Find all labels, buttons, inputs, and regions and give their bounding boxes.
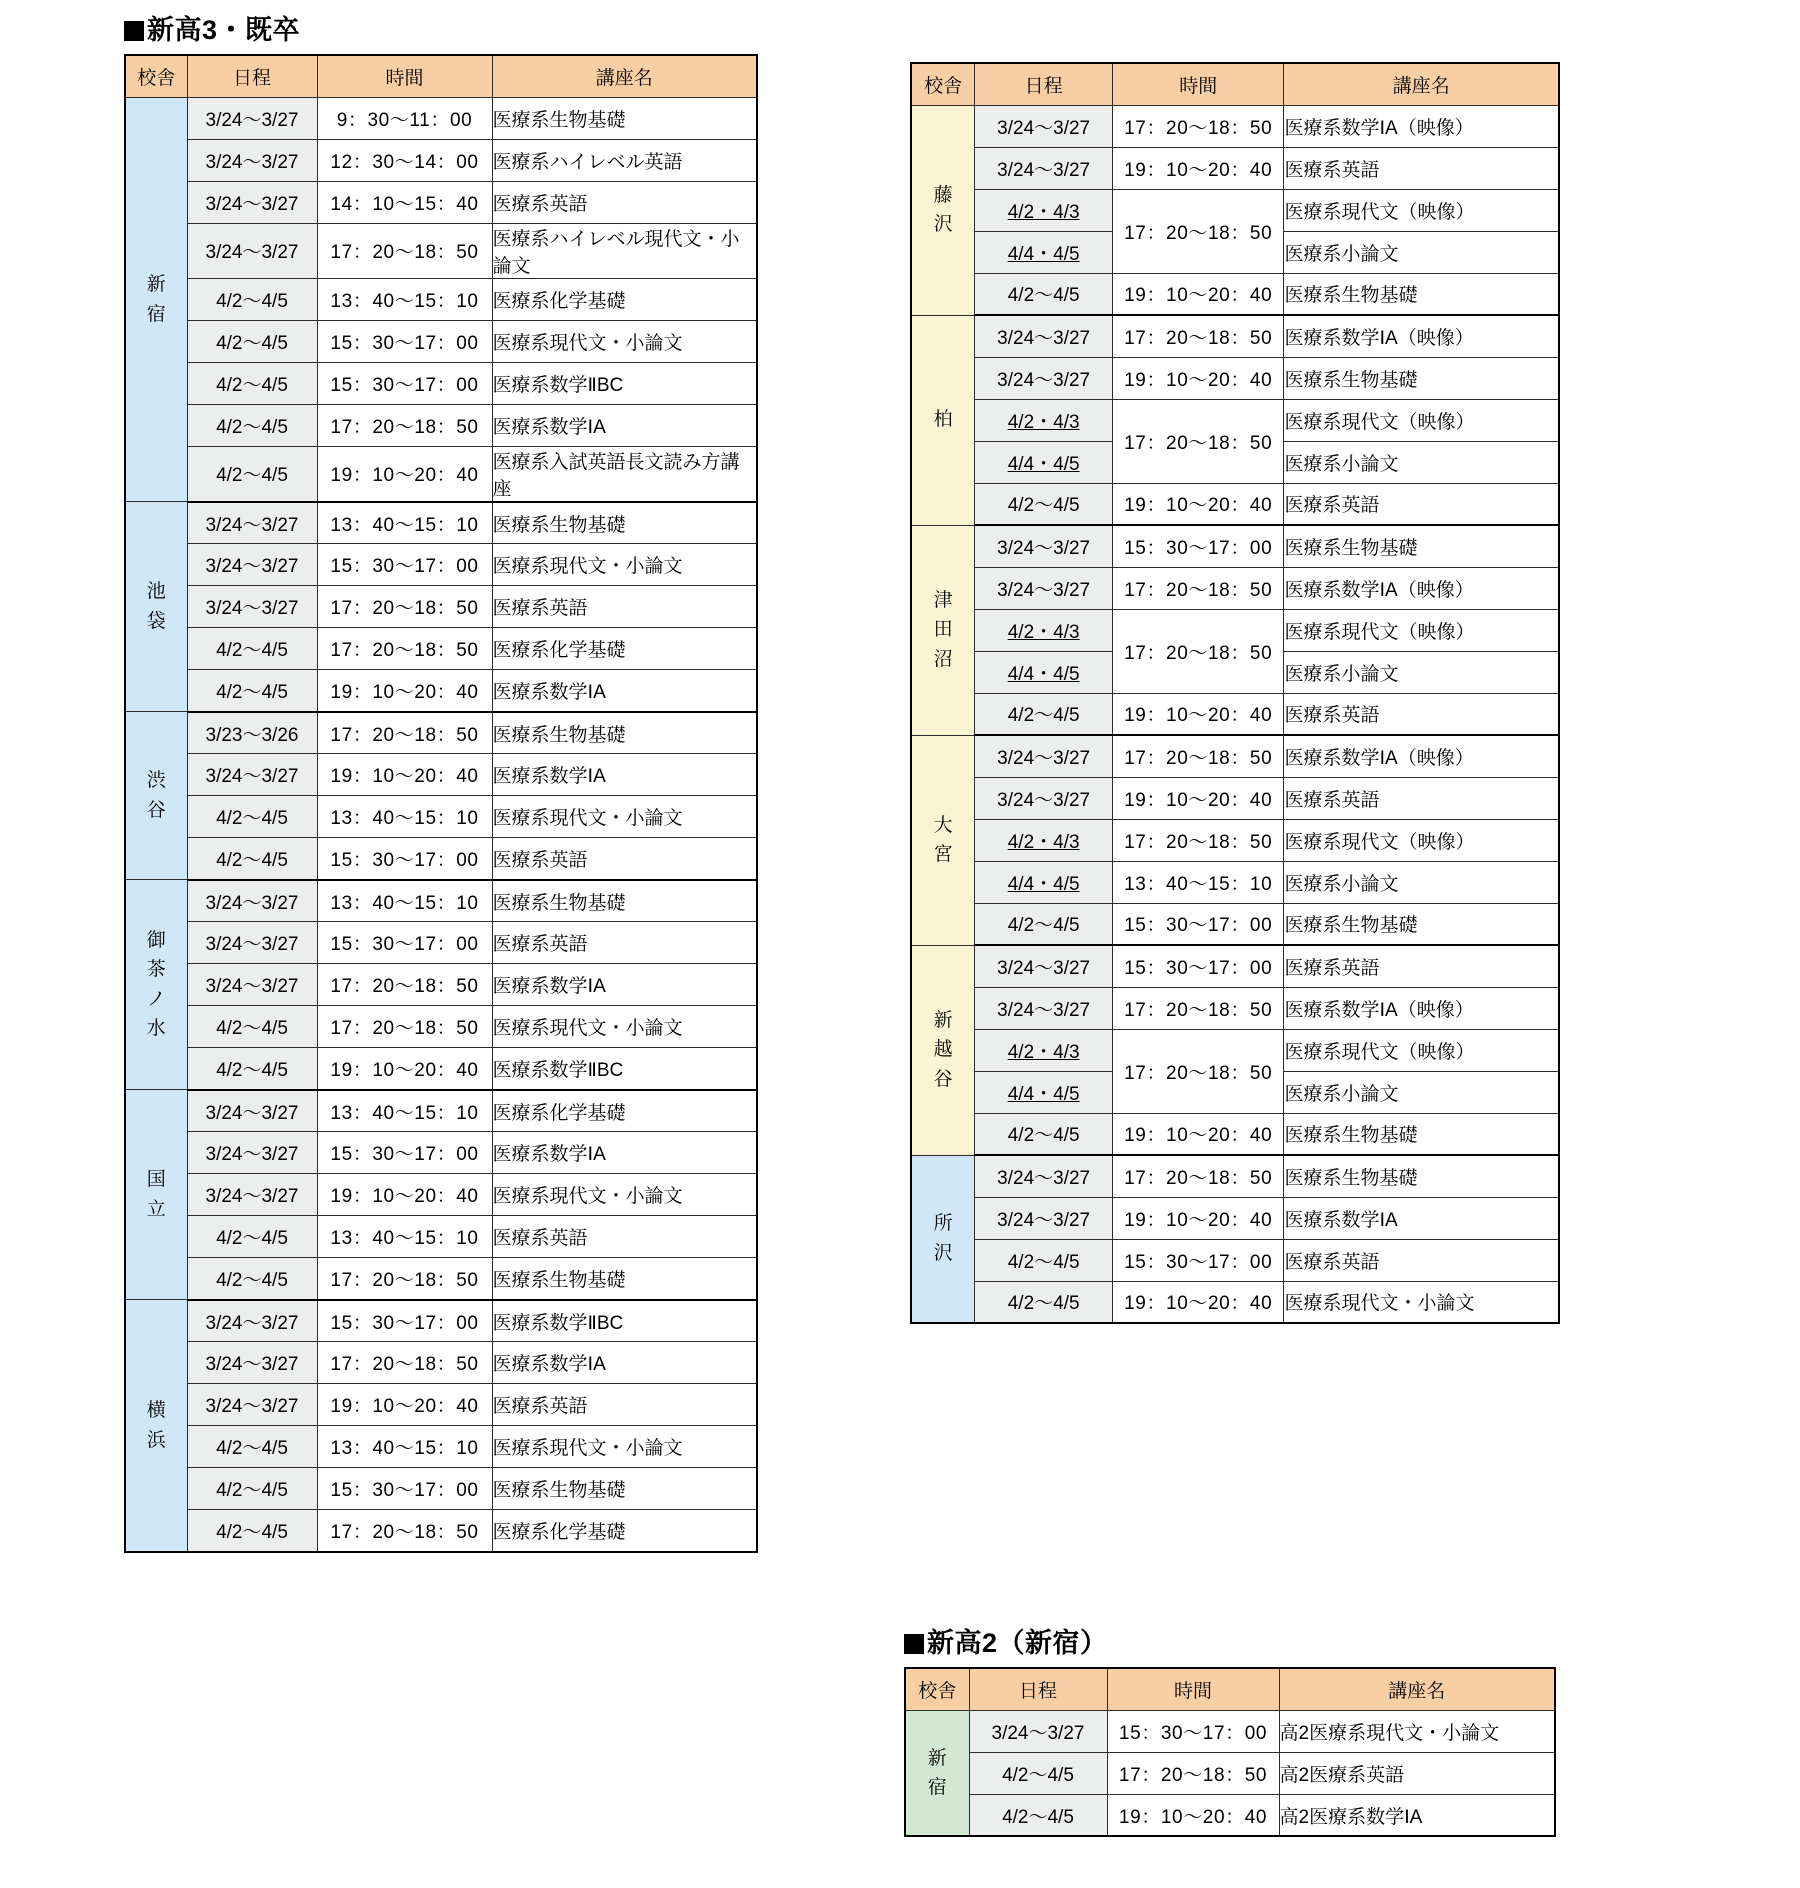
- date-cell: 3/24〜3/27: [187, 223, 317, 278]
- time-cell: 19：10〜20：40: [1112, 483, 1283, 525]
- table-row: [125, 278, 757, 320]
- table-row: [125, 362, 757, 404]
- date-cell: 4/2〜4/5: [187, 1006, 317, 1048]
- date-cell: 4/4・4/5: [975, 231, 1113, 273]
- date-cell: 4/2〜4/5: [187, 796, 317, 838]
- schedule-table-shinko3-left: [124, 54, 758, 1553]
- date-cell: 3/24〜3/27: [187, 139, 317, 181]
- course-cell: 医療系数学ⅠA: [492, 1342, 757, 1384]
- course-cell: 医療系英語: [1284, 1239, 1559, 1281]
- date-cell: 4/2〜4/5: [975, 903, 1113, 945]
- course-cell: 医療系数学ⅠA: [492, 670, 757, 712]
- time-cell: 19：10〜20：40: [317, 670, 492, 712]
- course-cell: 医療系化学基礎: [492, 628, 757, 670]
- campus-cell: 国 立: [125, 1090, 187, 1300]
- column-header-time: 時間: [1107, 1668, 1279, 1710]
- table-row: [911, 1029, 1559, 1071]
- campus-cell: 所 沢: [911, 1155, 975, 1323]
- time-cell: 19：10〜20：40: [1112, 357, 1283, 399]
- course-cell: 医療系化学基礎: [492, 1510, 757, 1552]
- time-cell: 13：40〜15：10: [317, 796, 492, 838]
- course-cell: 医療系生物基礎: [1284, 903, 1559, 945]
- time-cell: 17：20〜18：50: [1112, 315, 1283, 357]
- table-row: [911, 693, 1559, 735]
- course-cell: 医療系数学ⅡBC: [492, 1300, 757, 1342]
- time-cell: 17：20〜18：50: [317, 1342, 492, 1384]
- course-cell: 医療系小論文: [1284, 231, 1559, 273]
- time-cell: 19：10〜20：40: [1112, 1113, 1283, 1155]
- time-cell: 14：10〜15：40: [317, 181, 492, 223]
- table-row: [125, 922, 757, 964]
- course-cell: 医療系英語: [492, 181, 757, 223]
- section-title-shinko2: [904, 1627, 1560, 1659]
- course-cell: 高2医療系現代文・小論文: [1279, 1710, 1555, 1752]
- table-row: [125, 1216, 757, 1258]
- date-cell: 3/24〜3/27: [187, 544, 317, 586]
- table-row: [125, 1006, 757, 1048]
- table-row: [911, 147, 1559, 189]
- time-cell: 17：20〜18：50: [317, 1006, 492, 1048]
- right-column-shinko2: [904, 1627, 1560, 1837]
- date-cell: 4/2〜4/5: [975, 273, 1113, 315]
- date-cell: 3/23〜3/26: [187, 712, 317, 754]
- time-cell: 17：20〜18：50: [1112, 1155, 1283, 1197]
- table-row: [125, 1384, 757, 1426]
- schedule-table-shinko2: [904, 1667, 1556, 1837]
- date-cell: 3/24〜3/27: [187, 1090, 317, 1132]
- table-row: [911, 525, 1559, 567]
- date-cell: 4/2・4/3: [975, 1029, 1113, 1071]
- table-row: [125, 628, 757, 670]
- date-cell: 3/24〜3/27: [187, 922, 317, 964]
- time-cell: 19：10〜20：40: [1112, 1197, 1283, 1239]
- date-cell: 3/24〜3/27: [975, 1197, 1113, 1239]
- course-cell: 医療系英語: [1284, 693, 1559, 735]
- section-title-text: 新高2（新宿）: [927, 1628, 1108, 1658]
- table-body-shinko2: [905, 1710, 1555, 1836]
- table-row: [125, 320, 757, 362]
- column-header-time: 時間: [317, 55, 492, 97]
- column-header-course: 講座名: [1284, 63, 1559, 105]
- date-cell: 4/2〜4/5: [187, 320, 317, 362]
- course-cell: 医療系数学ⅠA: [1284, 1197, 1559, 1239]
- time-cell: 17：20〜18：50: [317, 712, 492, 754]
- date-cell: 3/24〜3/27: [187, 1342, 317, 1384]
- time-cell: 17：20〜18：50: [1112, 399, 1283, 483]
- date-cell: 4/2・4/3: [975, 189, 1113, 231]
- time-cell: 17：20〜18：50: [317, 223, 492, 278]
- date-cell: 4/2〜4/5: [187, 278, 317, 320]
- table-row: [125, 754, 757, 796]
- time-cell: 19：10〜20：40: [1112, 147, 1283, 189]
- time-cell: 19：10〜20：40: [1112, 1281, 1283, 1323]
- table-header-row: [911, 63, 1559, 105]
- table-row: [911, 567, 1559, 609]
- date-cell: 4/2〜4/5: [187, 1216, 317, 1258]
- table-row: [911, 1239, 1559, 1281]
- course-cell: 医療系数学ⅠA: [492, 964, 757, 1006]
- date-cell: 4/2〜4/5: [187, 1048, 317, 1090]
- campus-cell: 大 宮: [911, 735, 975, 945]
- table-row: [125, 712, 757, 754]
- course-cell: 医療系英語: [492, 1384, 757, 1426]
- campus-cell: 新 宿: [905, 1710, 969, 1836]
- date-cell: 4/2〜4/5: [975, 1113, 1113, 1155]
- course-cell: 医療系数学ⅡBC: [492, 362, 757, 404]
- table-row: [125, 181, 757, 223]
- time-cell: 15：30〜17：00: [317, 1468, 492, 1510]
- course-cell: 医療系現代文・小論文: [492, 1174, 757, 1216]
- column-header-course: 講座名: [492, 55, 757, 97]
- campus-cell: 御 茶 ノ 水: [125, 880, 187, 1090]
- table-row: [911, 1197, 1559, 1239]
- table-row: [911, 735, 1559, 777]
- time-cell: 17：20〜18：50: [317, 586, 492, 628]
- table-row: [125, 139, 757, 181]
- date-cell: 4/4・4/5: [975, 651, 1113, 693]
- date-cell: 3/24〜3/27: [975, 315, 1113, 357]
- bullet-square-icon: [124, 21, 144, 41]
- campus-cell: 横 浜: [125, 1300, 187, 1552]
- schedule-table-shinko3-right: [910, 62, 1560, 1324]
- course-cell: 医療系英語: [492, 838, 757, 880]
- time-cell: 19：10〜20：40: [317, 1384, 492, 1426]
- table-row: [911, 189, 1559, 231]
- course-cell: 医療系生物基礎: [1284, 525, 1559, 567]
- time-cell: 15：30〜17：00: [1112, 1239, 1283, 1281]
- column-header-date: 日程: [975, 63, 1113, 105]
- course-cell: 医療系入試英語長文読み方講座: [492, 446, 757, 502]
- date-cell: 3/24〜3/27: [187, 880, 317, 922]
- time-cell: 17：20〜18：50: [1112, 987, 1283, 1029]
- time-cell: 19：10〜20：40: [317, 1174, 492, 1216]
- column-header-time: 時間: [1112, 63, 1283, 105]
- course-cell: 医療系生物基礎: [492, 1468, 757, 1510]
- table-row: [125, 223, 757, 278]
- course-cell: 医療系小論文: [1284, 651, 1559, 693]
- course-cell: 医療系小論文: [1284, 861, 1559, 903]
- date-cell: 4/2〜4/5: [187, 1258, 317, 1300]
- time-cell: 17：20〜18：50: [1112, 105, 1283, 147]
- date-cell: 4/2〜4/5: [969, 1794, 1107, 1836]
- date-cell: 3/24〜3/27: [975, 105, 1113, 147]
- time-cell: 19：10〜20：40: [1112, 693, 1283, 735]
- date-cell: 3/24〜3/27: [975, 777, 1113, 819]
- course-cell: 高2医療系数学ⅠA: [1279, 1794, 1555, 1836]
- time-cell: 12：30〜14：00: [317, 139, 492, 181]
- course-cell: 医療系生物基礎: [492, 880, 757, 922]
- time-cell: 19：10〜20：40: [317, 754, 492, 796]
- course-cell: 医療系英語: [492, 922, 757, 964]
- course-cell: 医療系数学ⅠA（映像）: [1284, 987, 1559, 1029]
- time-cell: 13：40〜15：10: [317, 880, 492, 922]
- date-cell: 4/4・4/5: [975, 861, 1113, 903]
- table-row: [911, 861, 1559, 903]
- date-cell: 3/24〜3/27: [187, 964, 317, 1006]
- time-cell: 17：20〜18：50: [317, 964, 492, 1006]
- table-row: [911, 903, 1559, 945]
- time-cell: 15：30〜17：00: [1107, 1710, 1279, 1752]
- table-row: [125, 446, 757, 502]
- table-row: [911, 483, 1559, 525]
- campus-cell: 藤 沢: [911, 105, 975, 315]
- course-cell: 医療系数学ⅠA: [492, 1132, 757, 1174]
- table-row: [911, 1281, 1559, 1323]
- time-cell: 15：30〜17：00: [317, 922, 492, 964]
- course-cell: 医療系生物基礎: [1284, 357, 1559, 399]
- time-cell: 17：20〜18：50: [1112, 567, 1283, 609]
- date-cell: 4/4・4/5: [975, 441, 1113, 483]
- date-cell: 3/24〜3/27: [187, 1384, 317, 1426]
- date-cell: 3/24〜3/27: [969, 1710, 1107, 1752]
- course-cell: 医療系現代文・小論文: [492, 1426, 757, 1468]
- time-cell: 17：20〜18：50: [1112, 609, 1283, 693]
- table-row: [911, 1113, 1559, 1155]
- course-cell: 医療系生物基礎: [492, 502, 757, 544]
- course-cell: 医療系数学ⅠA: [492, 404, 757, 446]
- time-cell: 17：20〜18：50: [317, 1258, 492, 1300]
- time-cell: 13：40〜15：10: [1112, 861, 1283, 903]
- course-cell: 医療系英語: [1284, 483, 1559, 525]
- date-cell: 3/24〜3/27: [187, 586, 317, 628]
- table-row: [911, 273, 1559, 315]
- table-row: [911, 357, 1559, 399]
- table-row: [125, 796, 757, 838]
- left-column: [124, 14, 758, 1553]
- table-row: [911, 105, 1559, 147]
- table-row: [911, 315, 1559, 357]
- course-cell: 医療系化学基礎: [492, 1090, 757, 1132]
- column-header-date: 日程: [187, 55, 317, 97]
- time-cell: 19：10〜20：40: [1112, 273, 1283, 315]
- campus-cell: 新 越 谷: [911, 945, 975, 1155]
- date-cell: 3/24〜3/27: [187, 502, 317, 544]
- course-cell: 医療系生物基礎: [1284, 1155, 1559, 1197]
- table-body-shinko3-right: [911, 105, 1559, 1323]
- right-column: [910, 62, 1560, 1324]
- table-row: [905, 1710, 1555, 1752]
- date-cell: 3/24〜3/27: [975, 987, 1113, 1029]
- time-cell: 9：30〜11：00: [317, 97, 492, 139]
- table-row: [125, 964, 757, 1006]
- date-cell: 4/4・4/5: [975, 1071, 1113, 1113]
- table-row: [125, 1468, 757, 1510]
- time-cell: 15：30〜17：00: [1112, 945, 1283, 987]
- course-cell: 医療系現代文・小論文: [492, 1006, 757, 1048]
- column-header-course: 講座名: [1279, 1668, 1555, 1710]
- date-cell: 4/2〜4/5: [187, 628, 317, 670]
- table-row: [911, 609, 1559, 651]
- date-cell: 4/2〜4/5: [975, 1281, 1113, 1323]
- date-cell: 3/24〜3/27: [975, 945, 1113, 987]
- course-cell: 医療系数学ⅠA（映像）: [1284, 735, 1559, 777]
- date-cell: 4/2〜4/5: [975, 483, 1113, 525]
- table-row: [125, 1090, 757, 1132]
- date-cell: 4/2〜4/5: [187, 446, 317, 502]
- date-cell: 3/24〜3/27: [975, 147, 1113, 189]
- table-row: [905, 1794, 1555, 1836]
- time-cell: 13：40〜15：10: [317, 278, 492, 320]
- table-row: [125, 502, 757, 544]
- date-cell: 3/24〜3/27: [975, 357, 1113, 399]
- column-header-date: 日程: [969, 1668, 1107, 1710]
- course-cell: 医療系現代文（映像）: [1284, 189, 1559, 231]
- course-cell: 高2医療系英語: [1279, 1752, 1555, 1794]
- date-cell: 3/24〜3/27: [187, 181, 317, 223]
- course-cell: 医療系現代文・小論文: [492, 320, 757, 362]
- table-row: [911, 945, 1559, 987]
- time-cell: 19：10〜20：40: [1112, 777, 1283, 819]
- table-row: [125, 1510, 757, 1552]
- date-cell: 4/2〜4/5: [187, 404, 317, 446]
- course-cell: 医療系化学基礎: [492, 278, 757, 320]
- table-body-shinko3-left: [125, 97, 757, 1552]
- table-row: [911, 987, 1559, 1029]
- time-cell: 19：10〜20：40: [317, 1048, 492, 1090]
- course-cell: 医療系現代文（映像）: [1284, 1029, 1559, 1071]
- date-cell: 3/24〜3/27: [975, 525, 1113, 567]
- date-cell: 4/2・4/3: [975, 609, 1113, 651]
- time-cell: 13：40〜15：10: [317, 1090, 492, 1132]
- campus-cell: 津 田 沼: [911, 525, 975, 735]
- table-row: [911, 1155, 1559, 1197]
- table-row: [125, 1258, 757, 1300]
- time-cell: 17：20〜18：50: [1112, 819, 1283, 861]
- time-cell: 17：20〜18：50: [1112, 189, 1283, 273]
- table-row: [905, 1752, 1555, 1794]
- column-header-campus: 校舎: [125, 55, 187, 97]
- campus-cell: 池 袋: [125, 502, 187, 712]
- course-cell: 医療系生物基礎: [492, 712, 757, 754]
- campus-cell: 渋 谷: [125, 712, 187, 880]
- date-cell: 3/24〜3/27: [187, 97, 317, 139]
- campus-cell: 新 宿: [125, 97, 187, 502]
- course-cell: 医療系ハイレベル現代文・小論文: [492, 223, 757, 278]
- campus-cell: 柏: [911, 315, 975, 525]
- course-cell: 医療系現代文・小論文: [1284, 1281, 1559, 1323]
- table-row: [911, 399, 1559, 441]
- column-header-campus: 校舎: [905, 1668, 969, 1710]
- course-cell: 医療系小論文: [1284, 441, 1559, 483]
- time-cell: 17：20〜18：50: [317, 404, 492, 446]
- course-cell: 医療系生物基礎: [1284, 1113, 1559, 1155]
- course-cell: 医療系ハイレベル英語: [492, 139, 757, 181]
- date-cell: 3/24〜3/27: [187, 1132, 317, 1174]
- course-cell: 医療系数学ⅠA（映像）: [1284, 567, 1559, 609]
- table-row: [125, 838, 757, 880]
- table-row: [125, 586, 757, 628]
- time-cell: 17：20〜18：50: [317, 628, 492, 670]
- date-cell: 3/24〜3/27: [975, 1155, 1113, 1197]
- time-cell: 13：40〜15：10: [317, 1216, 492, 1258]
- time-cell: 15：30〜17：00: [317, 838, 492, 880]
- course-cell: 医療系現代文・小論文: [492, 796, 757, 838]
- course-cell: 医療系現代文・小論文: [492, 544, 757, 586]
- date-cell: 4/2〜4/5: [187, 362, 317, 404]
- time-cell: 15：30〜17：00: [317, 1132, 492, 1174]
- course-cell: 医療系英語: [1284, 945, 1559, 987]
- time-cell: 15：30〜17：00: [1112, 903, 1283, 945]
- table-header-row: [125, 55, 757, 97]
- table-row: [125, 1342, 757, 1384]
- time-cell: 13：40〜15：10: [317, 502, 492, 544]
- time-cell: 17：20〜18：50: [1107, 1752, 1279, 1794]
- table-row: [125, 1132, 757, 1174]
- course-cell: 医療系英語: [1284, 147, 1559, 189]
- date-cell: 4/2〜4/5: [187, 1468, 317, 1510]
- time-cell: 17：20〜18：50: [1112, 735, 1283, 777]
- course-cell: 医療系小論文: [1284, 1071, 1559, 1113]
- time-cell: 17：20〜18：50: [317, 1510, 492, 1552]
- course-cell: 医療系生物基礎: [492, 97, 757, 139]
- table-row: [911, 777, 1559, 819]
- section-title-text: 新高3・既卒: [147, 15, 301, 45]
- time-cell: 19：10〜20：40: [317, 446, 492, 502]
- section-title-shinko3: [124, 14, 758, 46]
- table-row: [125, 1426, 757, 1468]
- course-cell: 医療系数学ⅡBC: [492, 1048, 757, 1090]
- table-row: [125, 404, 757, 446]
- date-cell: 3/24〜3/27: [975, 567, 1113, 609]
- table-row: [125, 880, 757, 922]
- time-cell: 15：30〜17：00: [317, 544, 492, 586]
- table-row: [125, 1300, 757, 1342]
- time-cell: 15：30〜17：00: [1112, 525, 1283, 567]
- date-cell: 3/24〜3/27: [187, 754, 317, 796]
- time-cell: 17：20〜18：50: [1112, 1029, 1283, 1113]
- table-row: [125, 1174, 757, 1216]
- course-cell: 医療系現代文（映像）: [1284, 819, 1559, 861]
- date-cell: 4/2〜4/5: [187, 670, 317, 712]
- course-cell: 医療系生物基礎: [1284, 273, 1559, 315]
- table-row: [125, 670, 757, 712]
- time-cell: 15：30〜17：00: [317, 1300, 492, 1342]
- course-cell: 医療系現代文（映像）: [1284, 609, 1559, 651]
- course-cell: 医療系数学ⅠA: [492, 754, 757, 796]
- date-cell: 4/2・4/3: [975, 819, 1113, 861]
- course-cell: 医療系生物基礎: [492, 1258, 757, 1300]
- table-row: [125, 1048, 757, 1090]
- date-cell: 4/2〜4/5: [969, 1752, 1107, 1794]
- table-row: [125, 97, 757, 139]
- course-cell: 医療系現代文（映像）: [1284, 399, 1559, 441]
- date-cell: 3/24〜3/27: [187, 1300, 317, 1342]
- time-cell: 19：10〜20：40: [1107, 1794, 1279, 1836]
- time-cell: 15：30〜17：00: [317, 320, 492, 362]
- course-cell: 医療系英語: [492, 1216, 757, 1258]
- date-cell: 3/24〜3/27: [187, 1174, 317, 1216]
- table-row: [911, 819, 1559, 861]
- date-cell: 4/2・4/3: [975, 399, 1113, 441]
- course-cell: 医療系英語: [1284, 777, 1559, 819]
- table-row: [125, 544, 757, 586]
- date-cell: 4/2〜4/5: [187, 1510, 317, 1552]
- bullet-square-icon: [904, 1634, 924, 1654]
- time-cell: 13：40〜15：10: [317, 1426, 492, 1468]
- time-cell: 15：30〜17：00: [317, 362, 492, 404]
- date-cell: 4/2〜4/5: [975, 693, 1113, 735]
- column-header-campus: 校舎: [911, 63, 975, 105]
- table-header-row: [905, 1668, 1555, 1710]
- course-cell: 医療系数学ⅠA（映像）: [1284, 315, 1559, 357]
- course-cell: 医療系数学ⅠA（映像）: [1284, 105, 1559, 147]
- date-cell: 4/2〜4/5: [187, 838, 317, 880]
- date-cell: 4/2〜4/5: [187, 1426, 317, 1468]
- course-cell: 医療系英語: [492, 586, 757, 628]
- date-cell: 4/2〜4/5: [975, 1239, 1113, 1281]
- date-cell: 3/24〜3/27: [975, 735, 1113, 777]
